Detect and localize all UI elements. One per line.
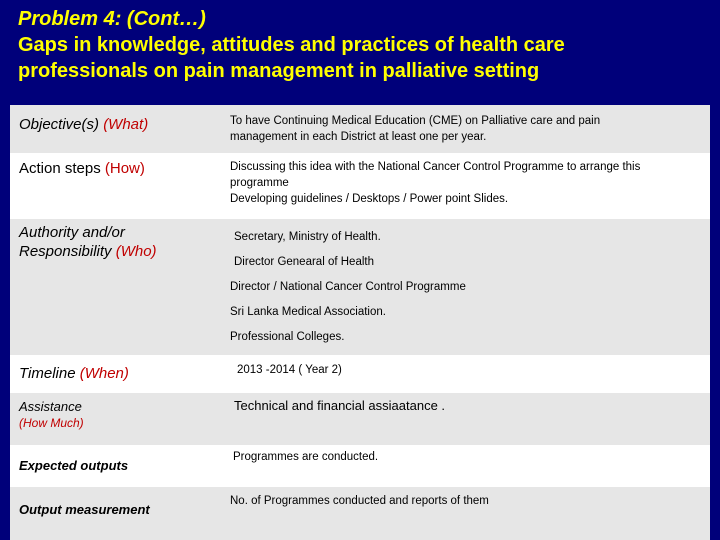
title-line-3: professionals on pain management in palliative setting (18, 60, 540, 82)
table-row-output-measurement (10, 487, 710, 540)
table-row-timeline (10, 355, 710, 393)
title-line-2: Gaps in knowledge, attitudes and practices of health care (18, 34, 565, 56)
row-label-expected-outputs: Expected outputs (19, 458, 129, 473)
row-label-timeline: Timeline (When) (19, 365, 129, 382)
row-label-authority: Authority and/or Responsibility (Who) (19, 224, 157, 260)
row-content-authority: Secretary, Ministry of Health. Director Genearal of Health Director / National Cancer Control Programme Sri Lanka Medical Association. Professional Colleges. (230, 231, 466, 343)
row-label-action-steps: Action steps (How) (19, 160, 145, 177)
row-content-action-steps: Discussing this idea with the National Cancer Control Programme to arrange this programme Developing guidelines / Desktops / Power point Slides. (230, 161, 641, 205)
table-row-action-steps (10, 153, 710, 219)
table-row-expected-outputs (10, 445, 710, 487)
row-label-objective: Objective(s) (What) (19, 116, 149, 133)
table-row-authority (10, 219, 710, 355)
row-content-objective: To have Continuing Medical Education (CME) on Palliative care and pain management in each District at least one per year. (230, 115, 601, 143)
table-row-assistance (10, 393, 710, 445)
row-content-assistance: Technical and financial assiaatance . (234, 398, 446, 413)
slide-title (18, 6, 708, 84)
row-label-output-measurement: Output measurement (19, 502, 150, 517)
plan-table (10, 105, 710, 540)
table-row-objective (10, 105, 710, 153)
row-content-output-measurement: No. of Programmes conducted and reports of them (230, 495, 489, 507)
row-content-expected-outputs: Programmes are conducted. (233, 451, 379, 463)
row-content-timeline: 2013 -2014 ( Year 2) (237, 364, 342, 376)
title-line-1: Problem 4: (Cont…) (18, 8, 206, 30)
row-label-assistance: Assistance (How Much) (19, 399, 84, 430)
